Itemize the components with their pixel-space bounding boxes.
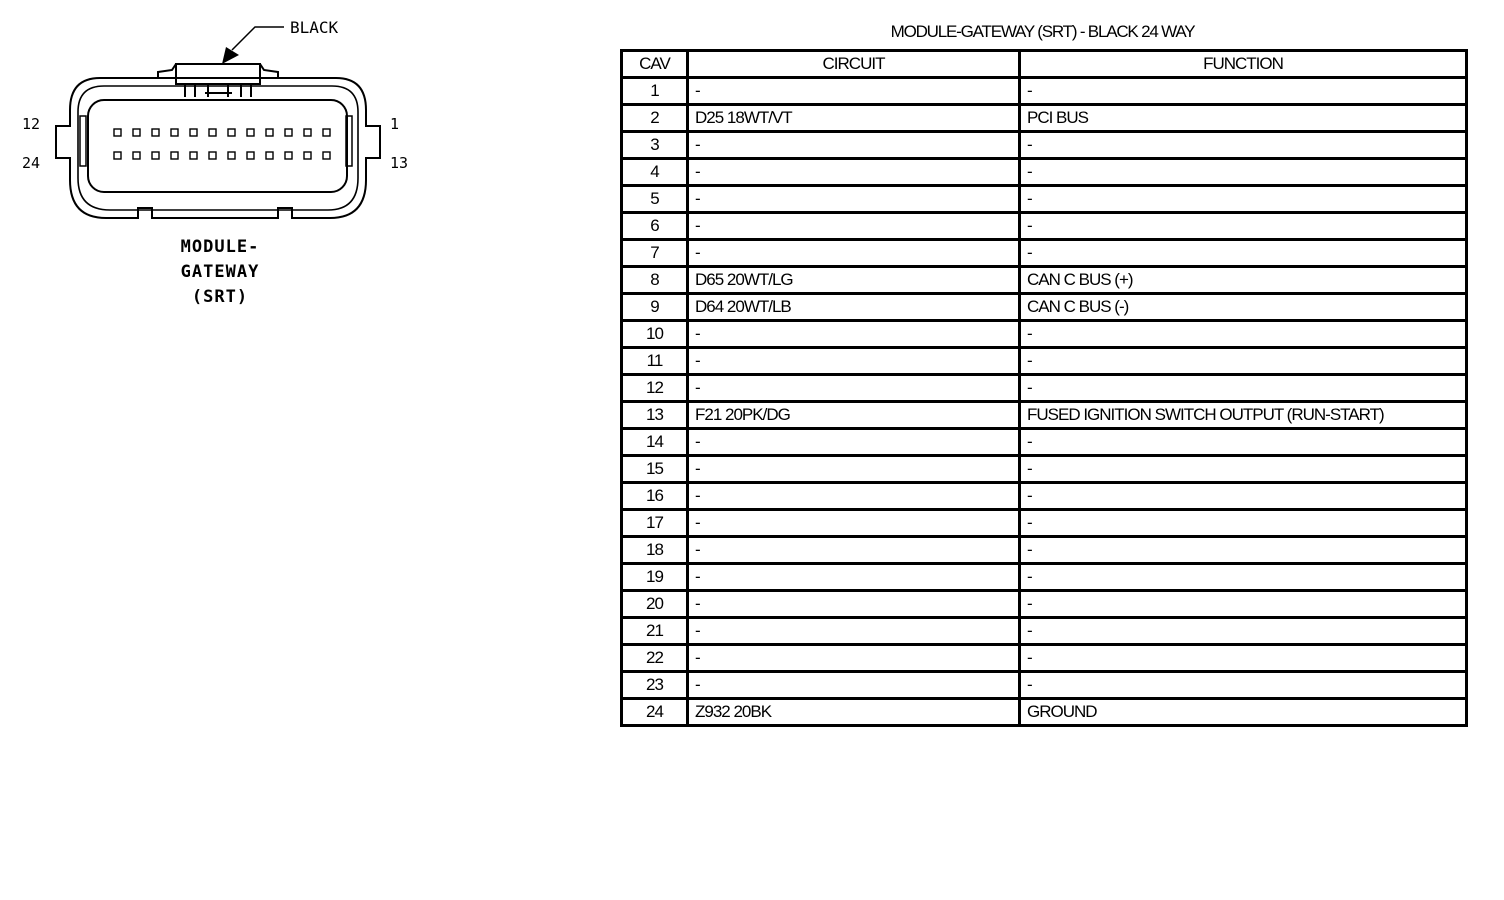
table-row	[622, 672, 1467, 699]
table-row	[622, 294, 1467, 321]
cell-circuit: D25 18WT/VT	[688, 105, 1020, 132]
cell-function: -	[1020, 321, 1467, 348]
cell-cav: 3	[622, 132, 688, 159]
cell-circuit: -	[688, 429, 1020, 456]
cell-function: -	[1020, 78, 1467, 105]
cell-cav: 14	[622, 429, 688, 456]
table-row	[622, 186, 1467, 213]
table-row	[622, 483, 1467, 510]
cell-cav: 16	[622, 483, 688, 510]
table-row	[622, 537, 1467, 564]
header-circuit: CIRCUIT	[688, 51, 1020, 78]
cell-circuit: -	[688, 510, 1020, 537]
cell-cav: 10	[622, 321, 688, 348]
connector-name	[150, 235, 290, 310]
cell-function: -	[1020, 132, 1467, 159]
cell-circuit: D64 20WT/LB	[688, 294, 1020, 321]
connector-latch	[158, 64, 278, 97]
pinout-table	[620, 49, 1468, 727]
connector-name-line-1: MODULE-	[180, 237, 260, 257]
table-row	[622, 348, 1467, 375]
table-row	[622, 591, 1467, 618]
table-title: MODULE-GATEWAY (SRT) - BLACK 24 WAY	[890, 22, 1195, 41]
table-row	[622, 132, 1467, 159]
cell-circuit: -	[688, 564, 1020, 591]
cell-circuit: -	[688, 672, 1020, 699]
table-row	[622, 375, 1467, 402]
cell-circuit: -	[688, 375, 1020, 402]
cell-function: -	[1020, 510, 1467, 537]
cell-function: -	[1020, 456, 1467, 483]
cell-cav: 9	[622, 294, 688, 321]
table-row	[622, 78, 1467, 105]
header-cav: CAV	[622, 51, 688, 78]
table-row	[622, 456, 1467, 483]
cell-cav: 12	[622, 375, 688, 402]
pinout-body	[622, 78, 1467, 726]
table-row	[622, 429, 1467, 456]
cell-cav: 17	[622, 510, 688, 537]
cell-function: CAN C BUS (-)	[1020, 294, 1467, 321]
connector-diagram	[0, 0, 600, 320]
table-row	[622, 510, 1467, 537]
callout-arrow-icon	[222, 47, 239, 64]
table-row	[622, 267, 1467, 294]
cavity-row-top	[114, 129, 330, 136]
left-side-key	[80, 116, 86, 166]
cell-cav: 7	[622, 240, 688, 267]
cell-circuit: Z932 20BK	[688, 699, 1020, 726]
cell-function: PCI BUS	[1020, 105, 1467, 132]
cell-function: -	[1020, 213, 1467, 240]
cell-circuit: -	[688, 483, 1020, 510]
table-row	[622, 240, 1467, 267]
cell-circuit: -	[688, 186, 1020, 213]
table-row	[622, 159, 1467, 186]
cavity-row-bottom	[114, 152, 330, 159]
cell-cav: 11	[622, 348, 688, 375]
pin-label-12: 12	[22, 115, 41, 133]
cell-function: -	[1020, 645, 1467, 672]
cell-circuit: -	[688, 321, 1020, 348]
cell-circuit: -	[688, 132, 1020, 159]
pin-label-13: 13	[390, 154, 409, 172]
cell-circuit: -	[688, 240, 1020, 267]
cell-cav: 23	[622, 672, 688, 699]
table-row	[622, 564, 1467, 591]
cell-function: -	[1020, 618, 1467, 645]
cell-function: -	[1020, 591, 1467, 618]
cell-circuit: -	[688, 591, 1020, 618]
cell-function: -	[1020, 186, 1467, 213]
cell-function: -	[1020, 240, 1467, 267]
cell-function: -	[1020, 537, 1467, 564]
cell-cav: 21	[622, 618, 688, 645]
cell-cav: 22	[622, 645, 688, 672]
connector-name-line-3: (SRT)	[191, 287, 249, 307]
cell-cav: 19	[622, 564, 688, 591]
color-callout	[232, 27, 284, 50]
pin-label-24: 24	[22, 154, 41, 172]
cell-cav: 8	[622, 267, 688, 294]
table-row	[622, 699, 1467, 726]
cell-cav: 6	[622, 213, 688, 240]
cell-cav: 13	[622, 402, 688, 429]
cell-cav: 18	[622, 537, 688, 564]
cell-circuit: -	[688, 78, 1020, 105]
cell-cav: 20	[622, 591, 688, 618]
cell-cav: 24	[622, 699, 688, 726]
cell-function: -	[1020, 564, 1467, 591]
cell-function: -	[1020, 429, 1467, 456]
cell-circuit: -	[688, 348, 1020, 375]
cell-function: CAN C BUS (+)	[1020, 267, 1467, 294]
cell-circuit: -	[688, 537, 1020, 564]
cell-cav: 4	[622, 159, 688, 186]
cell-function: -	[1020, 159, 1467, 186]
cell-circuit: F21 20PK/DG	[688, 402, 1020, 429]
table-header-row	[622, 51, 1467, 78]
table-row	[622, 105, 1467, 132]
cell-cav: 2	[622, 105, 688, 132]
table-row	[622, 321, 1467, 348]
connector-face	[88, 100, 347, 192]
table-row	[622, 645, 1467, 672]
color-label: BLACK	[290, 18, 339, 37]
connector-name-line-2: GATEWAY	[180, 262, 260, 282]
cell-function: -	[1020, 348, 1467, 375]
cell-function: -	[1020, 375, 1467, 402]
cell-function: FUSED IGNITION SWITCH OUTPUT (RUN-START)	[1020, 402, 1467, 429]
cell-function: GROUND	[1020, 699, 1467, 726]
cell-circuit: -	[688, 456, 1020, 483]
cell-function: -	[1020, 672, 1467, 699]
table-row	[622, 402, 1467, 429]
header-function: FUNCTION	[1020, 51, 1467, 78]
pin-label-1: 1	[390, 115, 400, 133]
cell-circuit: D65 20WT/LG	[688, 267, 1020, 294]
table-row	[622, 618, 1467, 645]
cell-cav: 5	[622, 186, 688, 213]
cell-cav: 1	[622, 78, 688, 105]
cell-circuit: -	[688, 618, 1020, 645]
cell-circuit: -	[688, 159, 1020, 186]
cell-cav: 15	[622, 456, 688, 483]
table-row	[622, 213, 1467, 240]
cell-circuit: -	[688, 645, 1020, 672]
cell-function: -	[1020, 483, 1467, 510]
cell-circuit: -	[688, 213, 1020, 240]
